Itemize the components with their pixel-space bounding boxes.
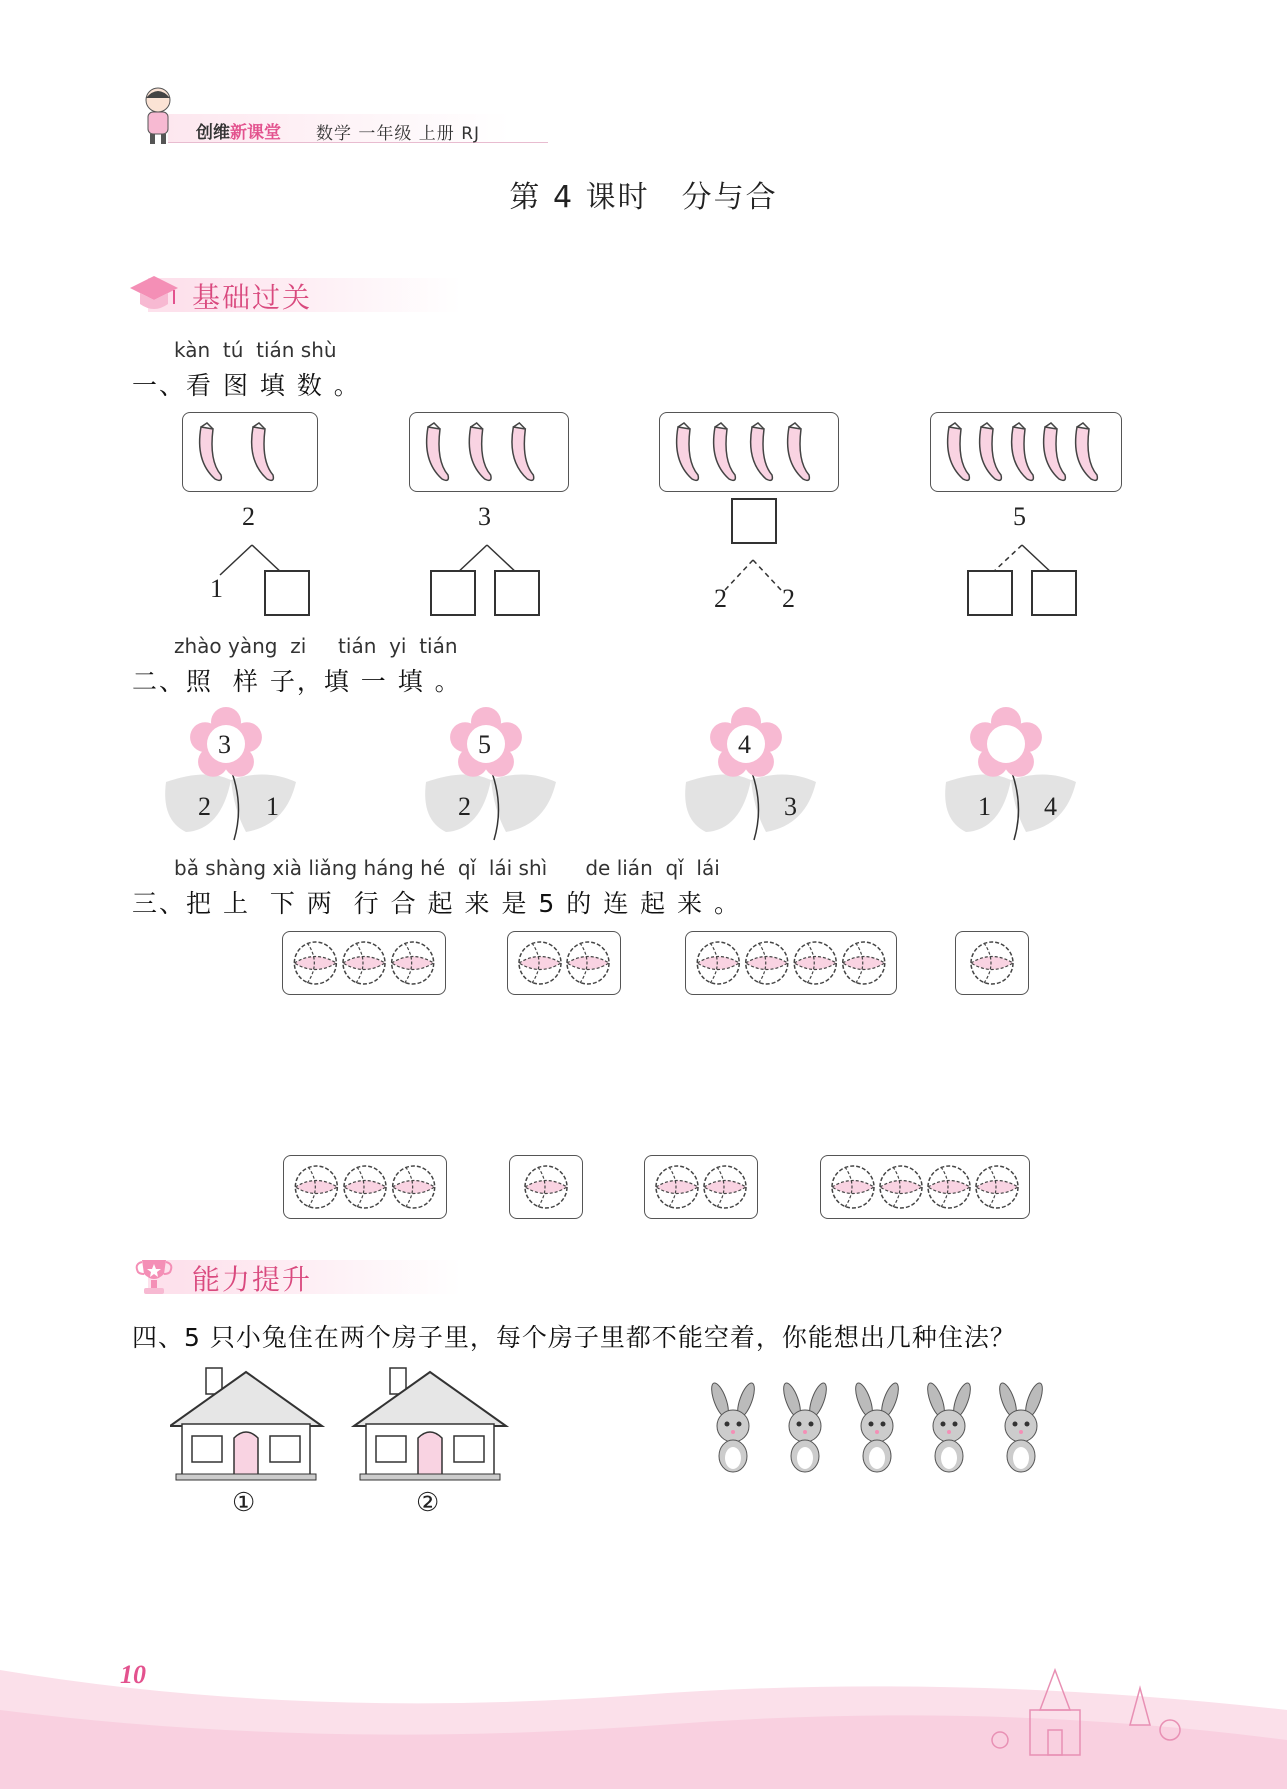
ball-icon bbox=[976, 1166, 1018, 1208]
ball-icon bbox=[343, 942, 385, 984]
trophy-icon bbox=[132, 1256, 176, 1298]
ball-icon bbox=[393, 1166, 435, 1208]
q1-1-left: 1 bbox=[210, 574, 223, 603]
rabbit-icon bbox=[852, 1382, 902, 1472]
ball-icon bbox=[567, 942, 609, 984]
q1-1-answer-box[interactable] bbox=[264, 570, 310, 616]
ball-icon bbox=[525, 1166, 567, 1208]
split-lines bbox=[180, 490, 1180, 630]
flower-4-right: 4 bbox=[1044, 792, 1057, 821]
house-label-1: ① bbox=[232, 1488, 256, 1518]
houses-icon bbox=[170, 1362, 510, 1482]
q2-flowers bbox=[160, 700, 1120, 850]
rabbit-icon bbox=[924, 1382, 974, 1472]
q1-3-left: 2 bbox=[714, 584, 727, 613]
page-number: 10 bbox=[120, 1660, 146, 1689]
ball-group-bottom-4[interactable] bbox=[820, 1155, 1030, 1219]
q1-2-right-answer-box[interactable] bbox=[494, 570, 540, 616]
house-icon bbox=[170, 1368, 322, 1480]
ball-icon bbox=[344, 1166, 386, 1208]
ball-icon bbox=[295, 1166, 337, 1208]
q2-pinyin: zhào yàng zi tián yi tián bbox=[174, 634, 458, 658]
banana-icon bbox=[714, 423, 736, 480]
footer-wave bbox=[0, 1600, 1287, 1789]
flower-1-left: 2 bbox=[198, 792, 211, 821]
banana-icon bbox=[427, 423, 449, 480]
banana-icon bbox=[788, 423, 810, 480]
section-title: 能力提升 bbox=[192, 1263, 313, 1296]
q1-3-top-answer-box[interactable] bbox=[731, 498, 777, 544]
flower-3-top: 4 bbox=[738, 730, 751, 759]
ball-icon bbox=[294, 942, 336, 984]
rabbit-icon bbox=[780, 1382, 830, 1472]
ball-icon bbox=[704, 1166, 746, 1208]
ball-group-top-4[interactable] bbox=[955, 931, 1029, 995]
rabbit-icon bbox=[996, 1382, 1046, 1472]
graduation-cap-icon bbox=[128, 272, 180, 316]
banana-icon bbox=[980, 423, 1002, 480]
flower-2-left: 2 bbox=[458, 792, 471, 821]
q3-pinyin: bǎ shàng xià liǎng háng hé qǐ lái shì de lián qǐ lái bbox=[174, 856, 720, 880]
section-banner-basic bbox=[128, 270, 508, 318]
ball-group-bottom-1[interactable] bbox=[283, 1155, 447, 1219]
ball-icon bbox=[794, 942, 836, 984]
ball-icon bbox=[392, 942, 434, 984]
rabbit-icon bbox=[708, 1382, 758, 1472]
banana-box-4 bbox=[930, 412, 1122, 492]
house-icon bbox=[354, 1368, 506, 1480]
ball-icon bbox=[656, 1166, 698, 1208]
banana-icon bbox=[1012, 423, 1034, 480]
flower-1-top: 3 bbox=[218, 730, 231, 759]
flower-icon bbox=[425, 707, 556, 840]
ball-icon bbox=[843, 942, 885, 984]
banana-icon bbox=[512, 423, 534, 480]
flower-1-right: 1 bbox=[266, 792, 279, 821]
q1-pinyin: kàn tú tián shù bbox=[174, 338, 337, 362]
rabbits-icon bbox=[694, 1382, 1054, 1480]
q2-text: 二、照 样 子，填 一 填 。 bbox=[132, 667, 462, 696]
header-subtitle: 数学 一年级 上册 RJ bbox=[316, 124, 481, 144]
q4-text: 四、5 只小兔住在两个房子里，每个房子里都不能空着，你能想出几种住法？ bbox=[132, 1323, 1016, 1352]
section-title: 基础过关 bbox=[192, 281, 313, 314]
q3-text: 三、把 上 下 两 行 合 起 来 是 5 的 连 起 来 。 bbox=[132, 889, 742, 918]
q1-4-top: 5 bbox=[1013, 502, 1026, 531]
q1-4-right-answer-box[interactable] bbox=[1031, 570, 1077, 616]
q1-2-top: 3 bbox=[478, 502, 491, 531]
ball-group-top-1[interactable] bbox=[282, 931, 446, 995]
banana-icon bbox=[200, 423, 222, 480]
banana-box-1 bbox=[182, 412, 318, 492]
banana-box-3 bbox=[659, 412, 839, 492]
header-brand: 创维新课堂 bbox=[196, 123, 281, 143]
ball-icon bbox=[832, 1166, 874, 1208]
q1-area bbox=[180, 410, 1180, 630]
banana-icon bbox=[252, 423, 274, 480]
ball-icon bbox=[746, 942, 788, 984]
flower-3-right: 3 bbox=[784, 792, 797, 821]
page-header bbox=[128, 84, 548, 148]
banana-icon bbox=[751, 423, 773, 480]
lesson-title: 第 4 课时 分与合 bbox=[509, 180, 778, 215]
flower-drawings bbox=[160, 700, 1120, 850]
q1-4-left-answer-box[interactable] bbox=[967, 570, 1013, 616]
ball-icon bbox=[971, 942, 1013, 984]
ball-icon bbox=[697, 942, 739, 984]
ball-icon bbox=[928, 1166, 970, 1208]
q1-3-right: 2 bbox=[782, 584, 795, 613]
ball-icon bbox=[880, 1166, 922, 1208]
ball-group-bottom-2[interactable] bbox=[509, 1155, 583, 1219]
banana-icon bbox=[1076, 423, 1098, 480]
q1-text: 一、看 图 填 数 。 bbox=[132, 371, 361, 400]
ball-group-bottom-3[interactable] bbox=[644, 1155, 758, 1219]
banana-icon bbox=[948, 423, 970, 480]
section-banner-advanced bbox=[128, 1252, 508, 1300]
house-label-2: ② bbox=[416, 1488, 440, 1518]
q1-2-left-answer-box[interactable] bbox=[430, 570, 476, 616]
ball-icon bbox=[519, 942, 561, 984]
girl-mascot-icon bbox=[128, 84, 188, 148]
flower-4-left: 1 bbox=[978, 792, 991, 821]
banana-icon bbox=[1044, 423, 1066, 480]
ball-group-top-3[interactable] bbox=[685, 931, 897, 995]
flower-2-top: 5 bbox=[478, 730, 491, 759]
ball-group-top-2[interactable] bbox=[507, 931, 621, 995]
banana-icon bbox=[677, 423, 699, 480]
q1-1-top: 2 bbox=[242, 502, 255, 531]
banana-icon bbox=[469, 423, 491, 480]
banana-box-2 bbox=[409, 412, 569, 492]
